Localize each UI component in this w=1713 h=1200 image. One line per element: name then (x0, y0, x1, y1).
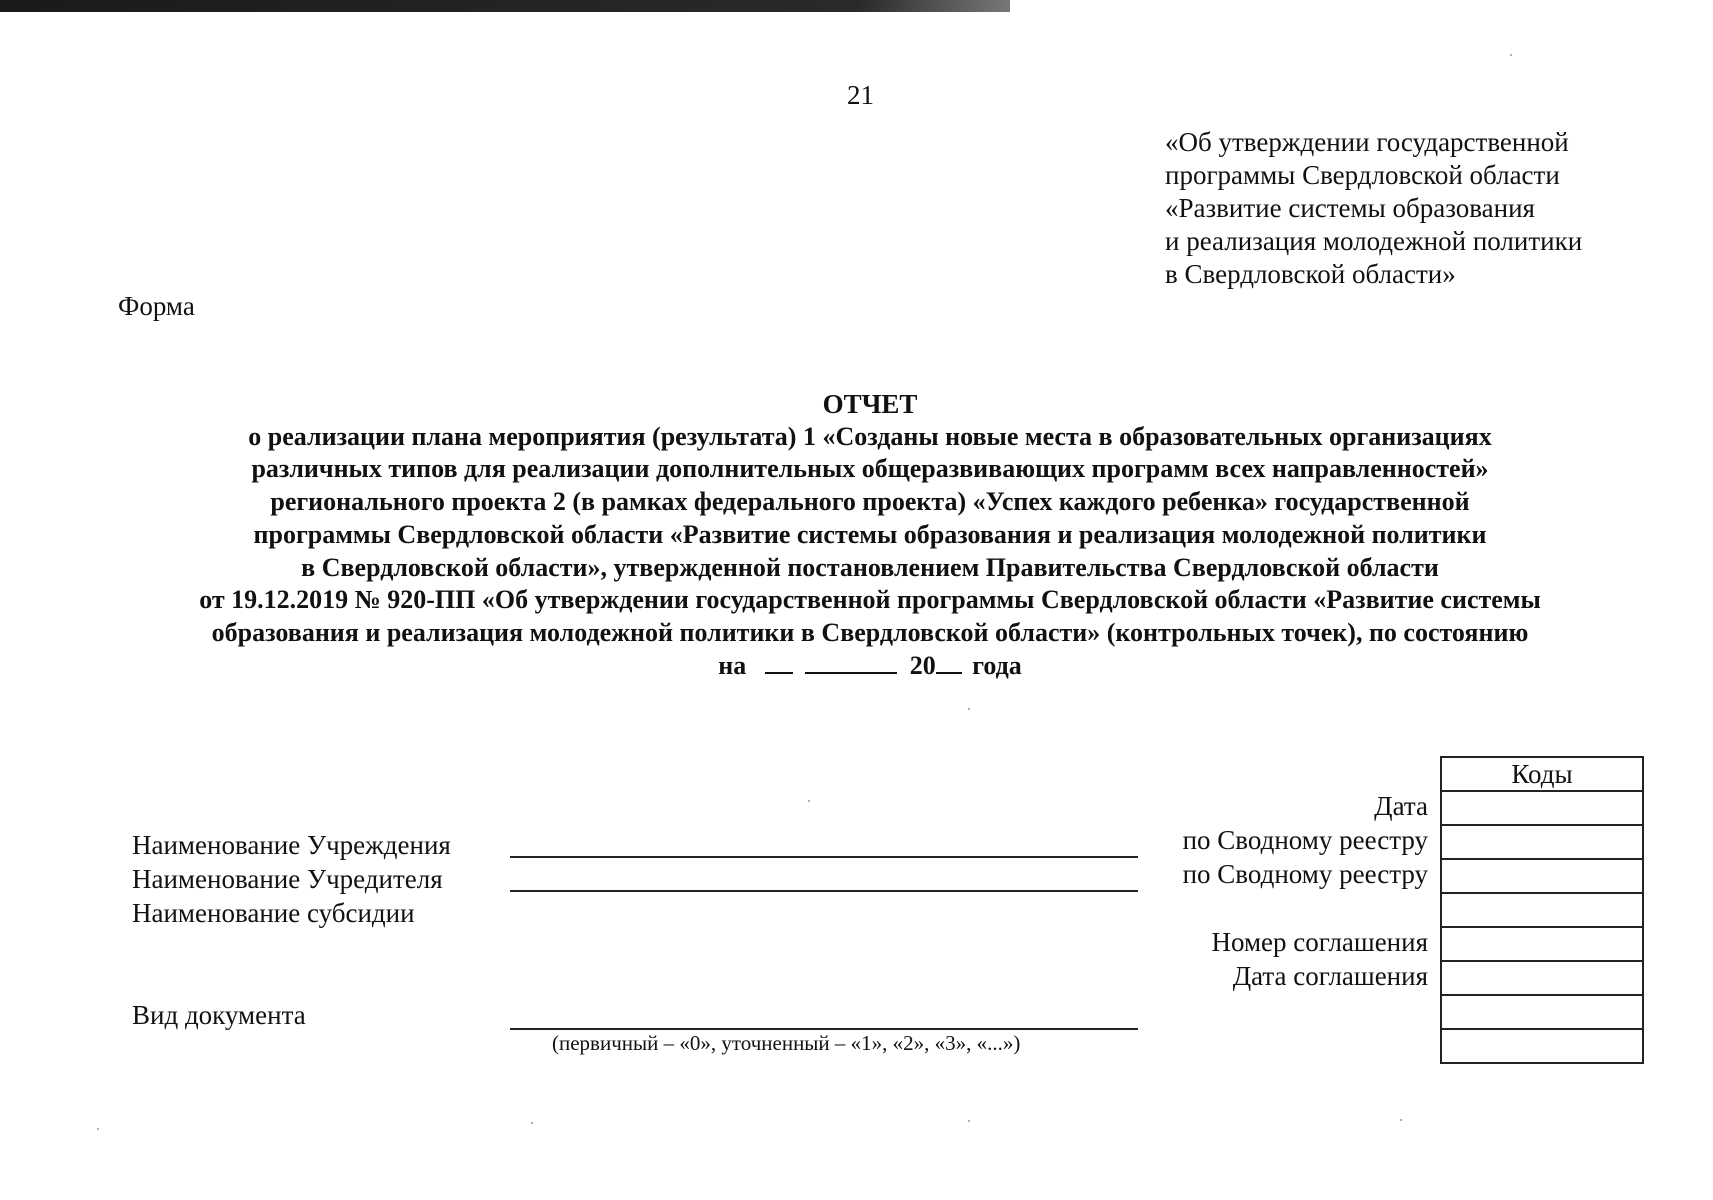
code-cell-subsidy[interactable] (1442, 894, 1642, 928)
doc-type-field[interactable] (510, 1028, 1138, 1030)
scan-speck (1510, 54, 1512, 56)
header-reference-line: «Об утверждении государственной (1165, 127, 1569, 157)
date-suffix: года (972, 650, 1022, 680)
top-scan-edge (0, 0, 1010, 12)
year-prefix: 20 (909, 650, 936, 680)
report-title-block (60, 388, 1680, 682)
institution-field[interactable] (510, 856, 1138, 858)
month-blank[interactable] (805, 650, 897, 674)
report-subtitle-line: различных типов для реализации дополнительных общеразвивающих программ всех направленностей» (251, 454, 1489, 484)
page-number: 21 (847, 80, 874, 110)
founder-label: Наименование Учредителя (132, 864, 443, 894)
report-date-line (60, 650, 1680, 683)
scan-speck (531, 1122, 533, 1124)
report-subtitle-line: программы Свердловской области «Развитие системы образования и реализация молодежной политики (253, 519, 1487, 549)
doc-type-hint: (первичный – «0», уточненный – «1», «2», «3», «...») (552, 1031, 1021, 1055)
code-label-date: Дата (1374, 791, 1428, 821)
report-subtitle-line: регионального проекта 2 (в рамках федерального проекта) «Успех каждого ребенка» государственной (270, 487, 1470, 517)
report-subtitle-line: образования и реализация молодежной политики в Свердловской области» (контрольных точек), по состоянию (211, 617, 1529, 647)
date-prefix: на (718, 650, 747, 680)
code-cell-agreement-date[interactable] (1442, 962, 1642, 996)
report-subtitle-line: о реализации плана мероприятия (результата) 1 «Созданы новые места в образовательных организациях (248, 421, 1492, 451)
founder-field[interactable] (510, 890, 1138, 892)
header-reference-line: программы Свердловской области (1165, 160, 1560, 190)
code-cell-blank[interactable] (1442, 996, 1642, 1030)
code-label-agreement-number: Номер соглашения (1211, 927, 1428, 957)
year-blank[interactable] (936, 650, 962, 674)
scan-speck (97, 1128, 99, 1130)
code-cell-registry-founder[interactable] (1442, 860, 1642, 894)
day-blank[interactable] (765, 650, 793, 674)
subsidy-label: Наименование субсидии (132, 898, 415, 928)
scan-speck (808, 800, 810, 802)
header-reference-line: и реализация молодежной политики (1165, 226, 1583, 256)
scan-speck (968, 708, 970, 710)
form-label: Форма (118, 291, 195, 321)
header-reference-line: «Развитие системы образования (1165, 193, 1535, 223)
code-cell-registry-institution[interactable] (1442, 826, 1642, 860)
codes-header: Коды (1442, 758, 1642, 792)
code-label-registry: по Сводному реестру (1182, 859, 1428, 889)
institution-label: Наименование Учреждения (132, 830, 451, 860)
doc-type-label: Вид документа (132, 1000, 306, 1030)
header-reference (1165, 126, 1582, 291)
code-label-agreement-date: Дата соглашения (1232, 961, 1428, 991)
code-cell-date[interactable] (1442, 792, 1642, 826)
code-label-registry: по Сводному реестру (1182, 825, 1428, 855)
scan-speck (1400, 1119, 1402, 1121)
code-cell-doc-type[interactable] (1442, 1030, 1642, 1062)
code-cell-agreement-number[interactable] (1442, 928, 1642, 962)
codes-table (1440, 756, 1644, 1064)
report-title: ОТЧЕТ (822, 389, 918, 419)
report-subtitle-line: от 19.12.2019 № 920-ПП «Об утверждении государственной программы Свердловской области «Развитие системы (199, 585, 1541, 615)
header-reference-line: в Свердловской области» (1165, 259, 1456, 289)
report-subtitle-line: в Свердловской области», утвержденной постановлением Правительства Свердловской области (301, 552, 1439, 582)
scan-speck (968, 1120, 970, 1122)
